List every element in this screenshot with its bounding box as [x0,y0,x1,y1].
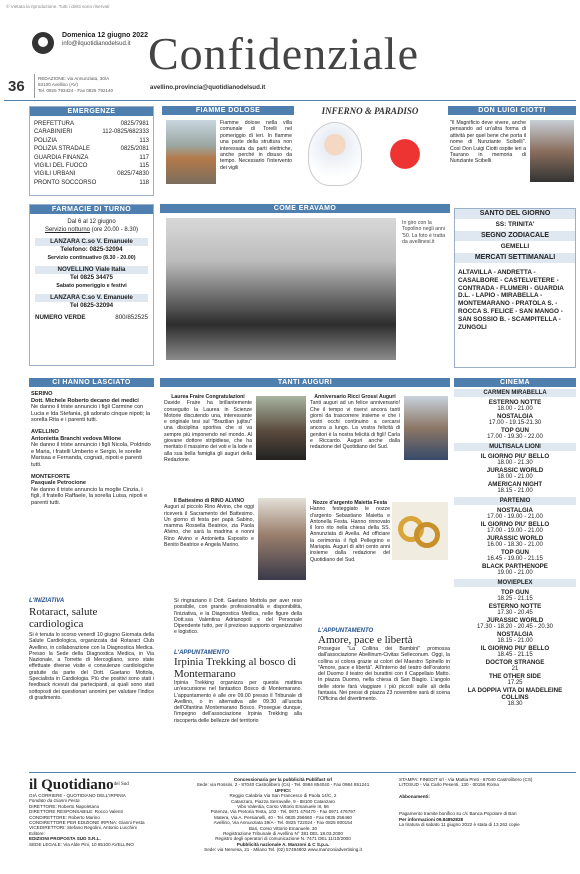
necrologio-place: MONTEFORTE [31,473,71,480]
film-title: JURASSIC WORLD [486,617,544,624]
inferno-title: INFERNO & PARADISO [321,106,419,116]
emergenze-number: 117 [139,154,149,161]
necrologio-place: SERINO [31,391,53,397]
farmacie-orari: (ore 20.00 - 8.30) [91,227,139,233]
amore-title: Amore, pace e libertà [318,634,413,646]
film-times: 17.00 - 19.00 - 21.00 [487,528,543,534]
rotaract-kicker: L'INIZIATIVA [29,598,65,604]
emergenze-row [34,179,149,187]
footer-l6: CONDIRETTORE PER EDIZIONE IRPINA: Gianni Festa [29,820,145,826]
amore-article [318,628,450,768]
trekking-kicker: L'APPUNTAMENTO [174,650,230,656]
film-title: TOP GUN [501,589,529,596]
film-title: TOP GUN [501,427,529,434]
necrologio-place: AVELLINO [31,428,59,435]
issue-date: Domenica 12 giugno 2022 [62,32,148,39]
farmacia-name: LANZARA C.so V. Emanuele [35,238,148,246]
footer-l4: DIRETTORE RESPONSABILE: Rocco Valenti [29,809,123,815]
santo-name: SS: TRINITA' [495,221,535,228]
emergenze-row [34,120,149,128]
emergenze-number: 0825/2081 [120,146,149,153]
film-times: 18.00 - 21.00 [497,474,533,480]
necrologio-name: Dott. Michele Roberto decano dei medici [31,397,139,404]
farmacia-tel: Tel 0825 34475 [70,274,113,281]
lasciato-box [29,378,154,596]
emergenze-number: 0825/7981 [120,121,149,127]
page-title: Confidenziale [148,28,420,79]
farmacia-note: Sabato pomeriggio e festivi [56,283,127,289]
emergenze-label: CARABINIERI [34,129,73,136]
laurea-text: Davide Fraire ha brillantemente conseguito la Laurea in Scienze Motorie discutendo una, interessante e originale tesi sul "Brazilian jujitsu" una disciplina sportiva che si va sempre più imponendo nel mondo. Al giovane dottore stripidiese, che ha meritato il massimo dei voti e la lode e alla sua bella famiglia gli auguri della Redazione. [164,400,252,463]
mercati-list: ALTAVILLA - ANDRETTA - CASALBORE - CASTELVETERE - CONTRADA - FLUMERI - GUARDIA D.L. - LAPIO - MIRABELLA - MONTEMARANO - PRATOLA S. - ROCCA S. FELICE - SAN MANGO - SAN SOSSIO B. - SCAMPITELLA - ZUNGOLI [458,269,564,331]
numero-verde: 800/852525 [115,314,148,321]
angel-icon [308,122,362,186]
film-title: IL GIORNO PIU' BELLO [480,453,550,460]
ciotti-photo [530,120,574,182]
emergenze-number: 0825/74830 [117,171,149,178]
film-times: 17.30 - 20.45 [497,610,533,616]
film-times: 17.00 - 19.15-21.30 [488,420,542,426]
farmacia-note: Servizio continuativo (8.30 - 20.00) [47,255,136,261]
fiamme-photo [166,120,216,184]
footer-r6: Pagamento tramite bonifico su c/c Banca Popolare di Bari [399,811,517,817]
necrologio [31,429,152,469]
footer-l5: CONDIRETTORE: Roberto Marino [29,814,100,820]
necrologio-name: Antonietta Branchi vedova Milone [31,435,122,442]
inferno-box [296,106,444,196]
emergenze-row [34,170,149,178]
emergenze-list [30,116,153,191]
ciotti-title: DON LUIGI CIOTTI [448,106,576,115]
redazione-address: REDAZIONE: via Annunziata, 30/A [38,76,110,81]
emergenze-number: 118 [139,179,149,186]
farmacia-item [35,238,148,262]
footer-mid8: Matera, Via A. Persianelli, 40 - Tel. 0835 256660 - Fax 0835 256460 [214,814,352,820]
necrologio [31,391,152,424]
masthead [4,24,576,102]
footer [29,772,576,872]
footer-mid3: UFFICI: [274,787,292,793]
emergenze-label: VIGILI URBANI [34,171,76,178]
footer-l7: VICEDIRETTORI: Stefano Regolini, Antonio Lucchini [29,825,137,831]
farmacie-list [35,238,148,310]
farmacie-period: Dal 6 al 12 giugno [67,219,116,225]
film-times: 18.00 - 21.30 [497,460,533,466]
mercati-title: MERCATI SETTIMANALI [455,253,575,263]
film-title: DOCTOR STRANGE [485,659,545,666]
cinema-box [454,378,576,768]
ciotti-text: "Il Magnificio deve vivere, anche pensando ad un'altra forma di attività per quel bene che porta il nome di Nunziante Scibelli". Così Don Luigi Ciotti ospite ieri a Taurano in memoria di Nunziante Scibelli [450,120,526,165]
footer-mid14: Sede: via Nervesa, 21 - Milano Tel. (02) 57494802 www.manzoniadvertising.it [204,847,362,853]
footer-r5: La tiratura di sabato 11 giugno 2022 è stata di 13.262 copie [399,822,520,828]
emergenze-label: POLIZIA [34,137,58,144]
footer-r4: Per informazioni 09.84852828 [399,816,464,822]
battesimo-text: Auguri al piccolo Rino Alvino, che oggi riceverà il Sacramento del Battesimo. Un giorno di festa per papà Sabino, mamma Rossella Beatrice, zia Paola Alvino, che sarà la madrina e nonni Rino Alvino e Antonietta Esposito e Benito Beatrice e Angela Marino. [164,504,254,549]
footer-l2: Fondato da Gianni Festa [29,798,80,804]
redazione-phone: Tel. 0825 793424 - Fax 0825 792140 [38,88,114,93]
film-times: 16.00 - 18.30 - 21.00 [487,542,543,548]
search-icon [32,32,54,54]
footer-l8: Editore: [29,830,45,836]
rotaract-col1: Si è tenuta lo scorso venerdì 10 giugno Giornata della Salute Cardiologica, organizzata dal Rotaract Club Avellino, in collaborazione con la Diagnostica Medica. Presso la Sede della Diagnostica Medica, in Via Nazionale, a Torrette di Mercogliano, sono state effettuate diverse visite e consulenze cardiologiche gratuite da parte del Dott. Gaetano Mottola, Specialista in Cardiologia. Più che positivi sono stati i feedback ricevuti dai partecipanti, ai quali sono stati sottoposti dei questionari anonimi per valutare l'indice di gradimento. [29,632,154,701]
film-title: ESTERNO NOTTE [488,399,542,406]
lasciato-title: CI HANNO LASCIATO [29,378,154,387]
emergenze-row [34,128,149,136]
page-number: 36 [8,78,25,95]
film-times: 17.00 - 19.30 - 22.00 [487,434,543,440]
anniversario-title: Anniversario Ricci Grossi Auguri [314,394,396,400]
battesimo-photo [258,498,306,580]
rotaract-title: Rotaract, salute cardiologica [29,606,98,630]
rings-photo [392,502,448,560]
cinema-venue: CARMEN MIRABELLA [454,389,576,397]
film-title: IL GIORNO PIU' BELLO [480,521,550,528]
emergenze-title: EMERGENZE [30,107,153,116]
anniversario-photo [404,396,448,460]
film-times: 16.45 - 19.00 - 21.15 [487,556,543,562]
film-times: 19.00 - 21.00 [497,570,533,576]
numero-verde-label: NUMERO VERDE [35,314,86,321]
footer-mid2: Sede: via Rossini, 2 - 87040 Castrolibero (Cs) - Tel. 0984 854040 - Fax 0984 851241 [196,782,370,788]
farmacia-tel: Telefono: 0825-32094 [60,246,123,253]
segno-title: SEGNO ZODIACALE [455,231,575,241]
segno-name: GEMELLI [500,243,530,250]
film-title: TOP GUN [501,549,529,556]
film-times: 18.15 - 21.00 [497,638,533,644]
battesimo-title: Il Battesimo di RINO ALVINO [173,498,245,504]
film-title: NOSTALGIA [497,413,533,420]
film-title: THE OTHER SIDE [489,673,541,680]
amore-kicker: L'APPUNTAMENTO [318,628,374,634]
footer-mid12: Registro degli operatori di comunicazione N. 7471 DEL 11/10/2000 [215,836,351,842]
comeeravamo-box [160,204,450,366]
film-times: 18.15 - 21.00 [497,488,533,494]
anniversario-text: Tanti auguri ad un felice anniversario! Che il tempo vi riservi ancora tanti giorni da trascorrere insieme e che i vostri occhi continuino a cercarsi ancora a lungo. La vostra felicità di genitori è la nostra felicità di figli! Carla e Riccardo. Auguri anche dalla redazione del Quotidiano del Sud. [310,400,400,451]
farmacia-item [35,294,148,310]
necrologio-text: Ne danno il triste annuncio la moglie Cinzia, i figli, il fratello Raffaele, la sorella Luisa, nipoti e parenti tutti. [31,486,148,506]
farmacia-name: LANZARA C.so V. Emanuele [35,294,148,302]
footer-r1: STAMPA: FINEDIT srl - Via Mattia Preti - 87040 Castrolibero (CS) [399,777,533,782]
vintage-car-photo [166,218,396,360]
footer-r3: Abbonamenti: [399,793,430,799]
footer-mid6: Vibo Valentia, Corso Vittorio Emanuele III, 56 [237,804,329,810]
fiamme-text: Fiamme dolose nella villa comunale di Torelli nel pomeriggio di ieri. In fiamme una parte della struttura non interessata da parti elettriche, anche perché in disuso da tempo. Necessario l'intervento dei vigili [220,120,292,171]
auguri-box [160,378,450,596]
farmacia-name: NOVELLINO Viale Italia [35,266,148,274]
cinema-venue: MULTISALA LIONI [454,443,576,451]
cinema-title: CINEMA [454,378,576,387]
film-times: 17.00 - 19.00 - 21.00 [487,514,543,520]
email-link[interactable]: avellino.provincia@quotidianodelsud.it [150,84,266,91]
footer-l9: EDIZIONI PROPOSTA SUD S.R.L. [29,836,101,842]
footer-mid5: Catanzaro, Piazza Serravalle, 9 - 88100 Catanzaro [231,798,335,804]
laurea-photo [256,396,306,460]
film-title: NOSTALGIA [497,507,533,514]
footer-mid1: Concessionaria per la pubblicità Publifast srl [233,777,333,782]
redazione-city: 83100 Avellino (AV) [38,82,78,87]
necrologio-text: Ne danno il triste annuncio i figli Carmine con Lucia e Ida Stefania, gli adorato cinque nipoti; la sorella Rita e i parenti tutti. [31,404,151,424]
site-email: info@ilquotidianodelsud.it [62,41,131,47]
footer-l3: DIRETTORE: Roberto Napoletano [29,803,100,809]
laurea-title: Laurea Fraire Congratulazioni [171,394,245,400]
film-title: JURASSIC WORLD [486,467,544,474]
film-times: 18.25 - 21.15 [497,596,533,602]
emergenze-label: GUARDIA FINANZA [34,154,89,161]
film-title: LA DOPPIA VITA DI MADELEINE COLLINS [467,687,563,701]
comeeravamo-caption: In giro con la Topolino negli anni '50. La foto è tratta da avellinesi.it [402,220,446,246]
farmacie-box [29,204,154,366]
footer-l1: GIÀ CORRIERE - QUOTIDIANO DELL'IRPINIA [29,793,126,798]
film-title: ESTERNO NOTTE [488,603,542,610]
emergenze-number: 115 [139,163,149,170]
film-title: NOSTALGIA [497,631,533,638]
farmacie-title: FARMACIE DI TURNO [30,205,153,214]
film-times: 21 [511,666,519,672]
necrologio [31,474,152,507]
farmacie-servizio: Servizio notturno [44,227,90,233]
trekking-text: Irpinia Trekking organizza per questa mattina un'escursione nel fantastico Bosco di Montemarano. L'appuntamento è alle ore 09.00 presso il Tribunale di Avellino, o in alternativa alle 09.30 all'uscita dell'Ofantina Montemarano Bosco. Prosegue dunque, l'impegno dell'associazione Irpinia Trekking alla riscoperta delle bellezze del territorio [174,680,302,724]
amore-text: Prosegue "La Collina dei Bambini" promossa dall'associazione Abellinum-Civitas Selleconum. Oggi, la collina si colora grazie ai colori del Maestro Spinello in "Amore, pace e libertà". All'interno del teatro dell'oratorio del Duomo il teatro dei burattini con il Cappellaio Matto. In piazza Duomo, nella chiesa di San Biagio. L'angolo delle storie farà viaggiare i più piccoli sulle ali della fantasia. Nei pressi di piazza 23 novembre sarà di scena l'Officina del divertimento. [318,646,450,703]
fiamme-title: FIAMME DOLOSE [162,106,294,115]
footer-r2: LITOSUD - Via Carlo Pesenti, 130 - 00156 Roma [399,782,499,788]
film-times: 17.30 - 18.20 - 20.45 - 20.30 [476,624,554,630]
footer-mid4: Reggio Calabria Via San Francesco di Paola 14/C, 2 [229,793,337,799]
nozze-title: Nozze d'argento Maietta Festa [312,500,388,506]
nozze-text: Hanno festeggiato le nozze d'argento Sebastiano Maietta e Antonella Festa. Hanno rinnovato il loro rito nella chiesa della SS. Annunziata di Avella. Ad officiare la cerimonia il figli Pellegrino e Mariapia. Auguri di altri cento anni insieme dalla redazione del Quotidiano del Sud. [310,506,390,563]
footer-mid9: Avellino, Via Annunziata 39/A - Tel. 0825 722024 - Fax 0825 800154 [213,820,353,826]
copyright-note: © Vietata la riproduzione. Tutti i diritti sono riservati [6,4,110,9]
cinema-list [454,389,576,708]
santo-title: SANTO DEL GIORNO [455,209,575,219]
emergenze-label: PRONTO SOCCORSO [34,179,97,186]
emergenze-label: PREFETTURA [34,121,75,127]
emergenze-label: VIGILI DEL FUOCO [34,163,88,170]
footer-logo-sub: del Sud [113,782,129,787]
film-title: IL GIORNO PIU' BELLO [480,645,550,652]
devil-icon [378,122,432,186]
necrologio-text: Ne danno il triste annuncio i figli Nicola, Poldrido e Maria, i fratelli Umberto e Sergio, le sorelle Marisaa e Fernanda, cognati, nipoti e parenti tutti. [31,442,151,468]
santo-box [454,208,576,368]
trekking-title: Irpinia Trekking al bosco di Montemarano [174,656,297,680]
necrologio-name: Pasquale Petrocione [31,480,87,487]
film-title: JURASSIC WORLD [486,535,544,542]
farmacia-item [35,266,148,290]
emergenze-row [34,162,149,170]
film-times: 17.25 [507,680,523,686]
emergenze-number: 113 [139,137,149,144]
film-title: AMERICAN NIGHT [487,481,543,488]
ciotti-box [448,106,576,196]
film-times: 18.00 - 21.00 [497,406,533,412]
auguri-title: TANTI AUGURI [160,378,450,387]
rotaract-col2: Si ringraziano il Dott. Gaetano Mottola per aver reso possibile, con grande professionalità e disponibilità, l'iniziativa, e la Diagnostica Medica, nelle figure della Dott.ssa Valentina Adrianopoli e del Personale Dipendente tutto, per il prezioso supporto organizzativo e logistico. [174,598,302,636]
farmacia-tel: Tel 0825-32094 [69,302,114,309]
emergenze-label: POLIZIA STRADALE [34,146,91,153]
emergenze-row [34,137,149,145]
footer-logo: il Quotidiano [29,777,114,793]
cinema-venue: MOVIEPLEX [454,579,576,587]
lasciato-list [29,387,154,516]
fiamme-box [162,106,294,196]
footer-mid13: Pubblicità nazionale A. Manzoni & C S.p.a. [236,841,330,847]
emergenze-box [29,106,154,196]
film-title: BLACK PARTHENOPE [482,563,548,570]
footer-mid11: Registrazione Tribunale di Avellino N° 381 DEL 18.03.2000 [223,831,343,837]
emergenze-row [34,154,149,162]
film-times: 18.30 [507,701,523,707]
cinema-venue: PARTENIO [454,497,576,505]
footer-mid10: Bari, Corso Vittorio Emanuele, 30 [248,825,318,831]
emergenze-row [34,145,149,153]
comeeravamo-title: COME ERAVAMO [160,204,450,213]
footer-l10: SEDE LEGALE: Via Alde Pini, 10 85100 AVELLINO [29,841,134,847]
footer-mid7: Potenza, Via Pretoria Testa, 102 - Tel. 0971 476470 - Fax 0971 476797 [210,809,356,815]
emergenze-number: 112-0825/682333 [102,129,149,136]
film-times: 18.45 - 21.15 [497,652,533,658]
